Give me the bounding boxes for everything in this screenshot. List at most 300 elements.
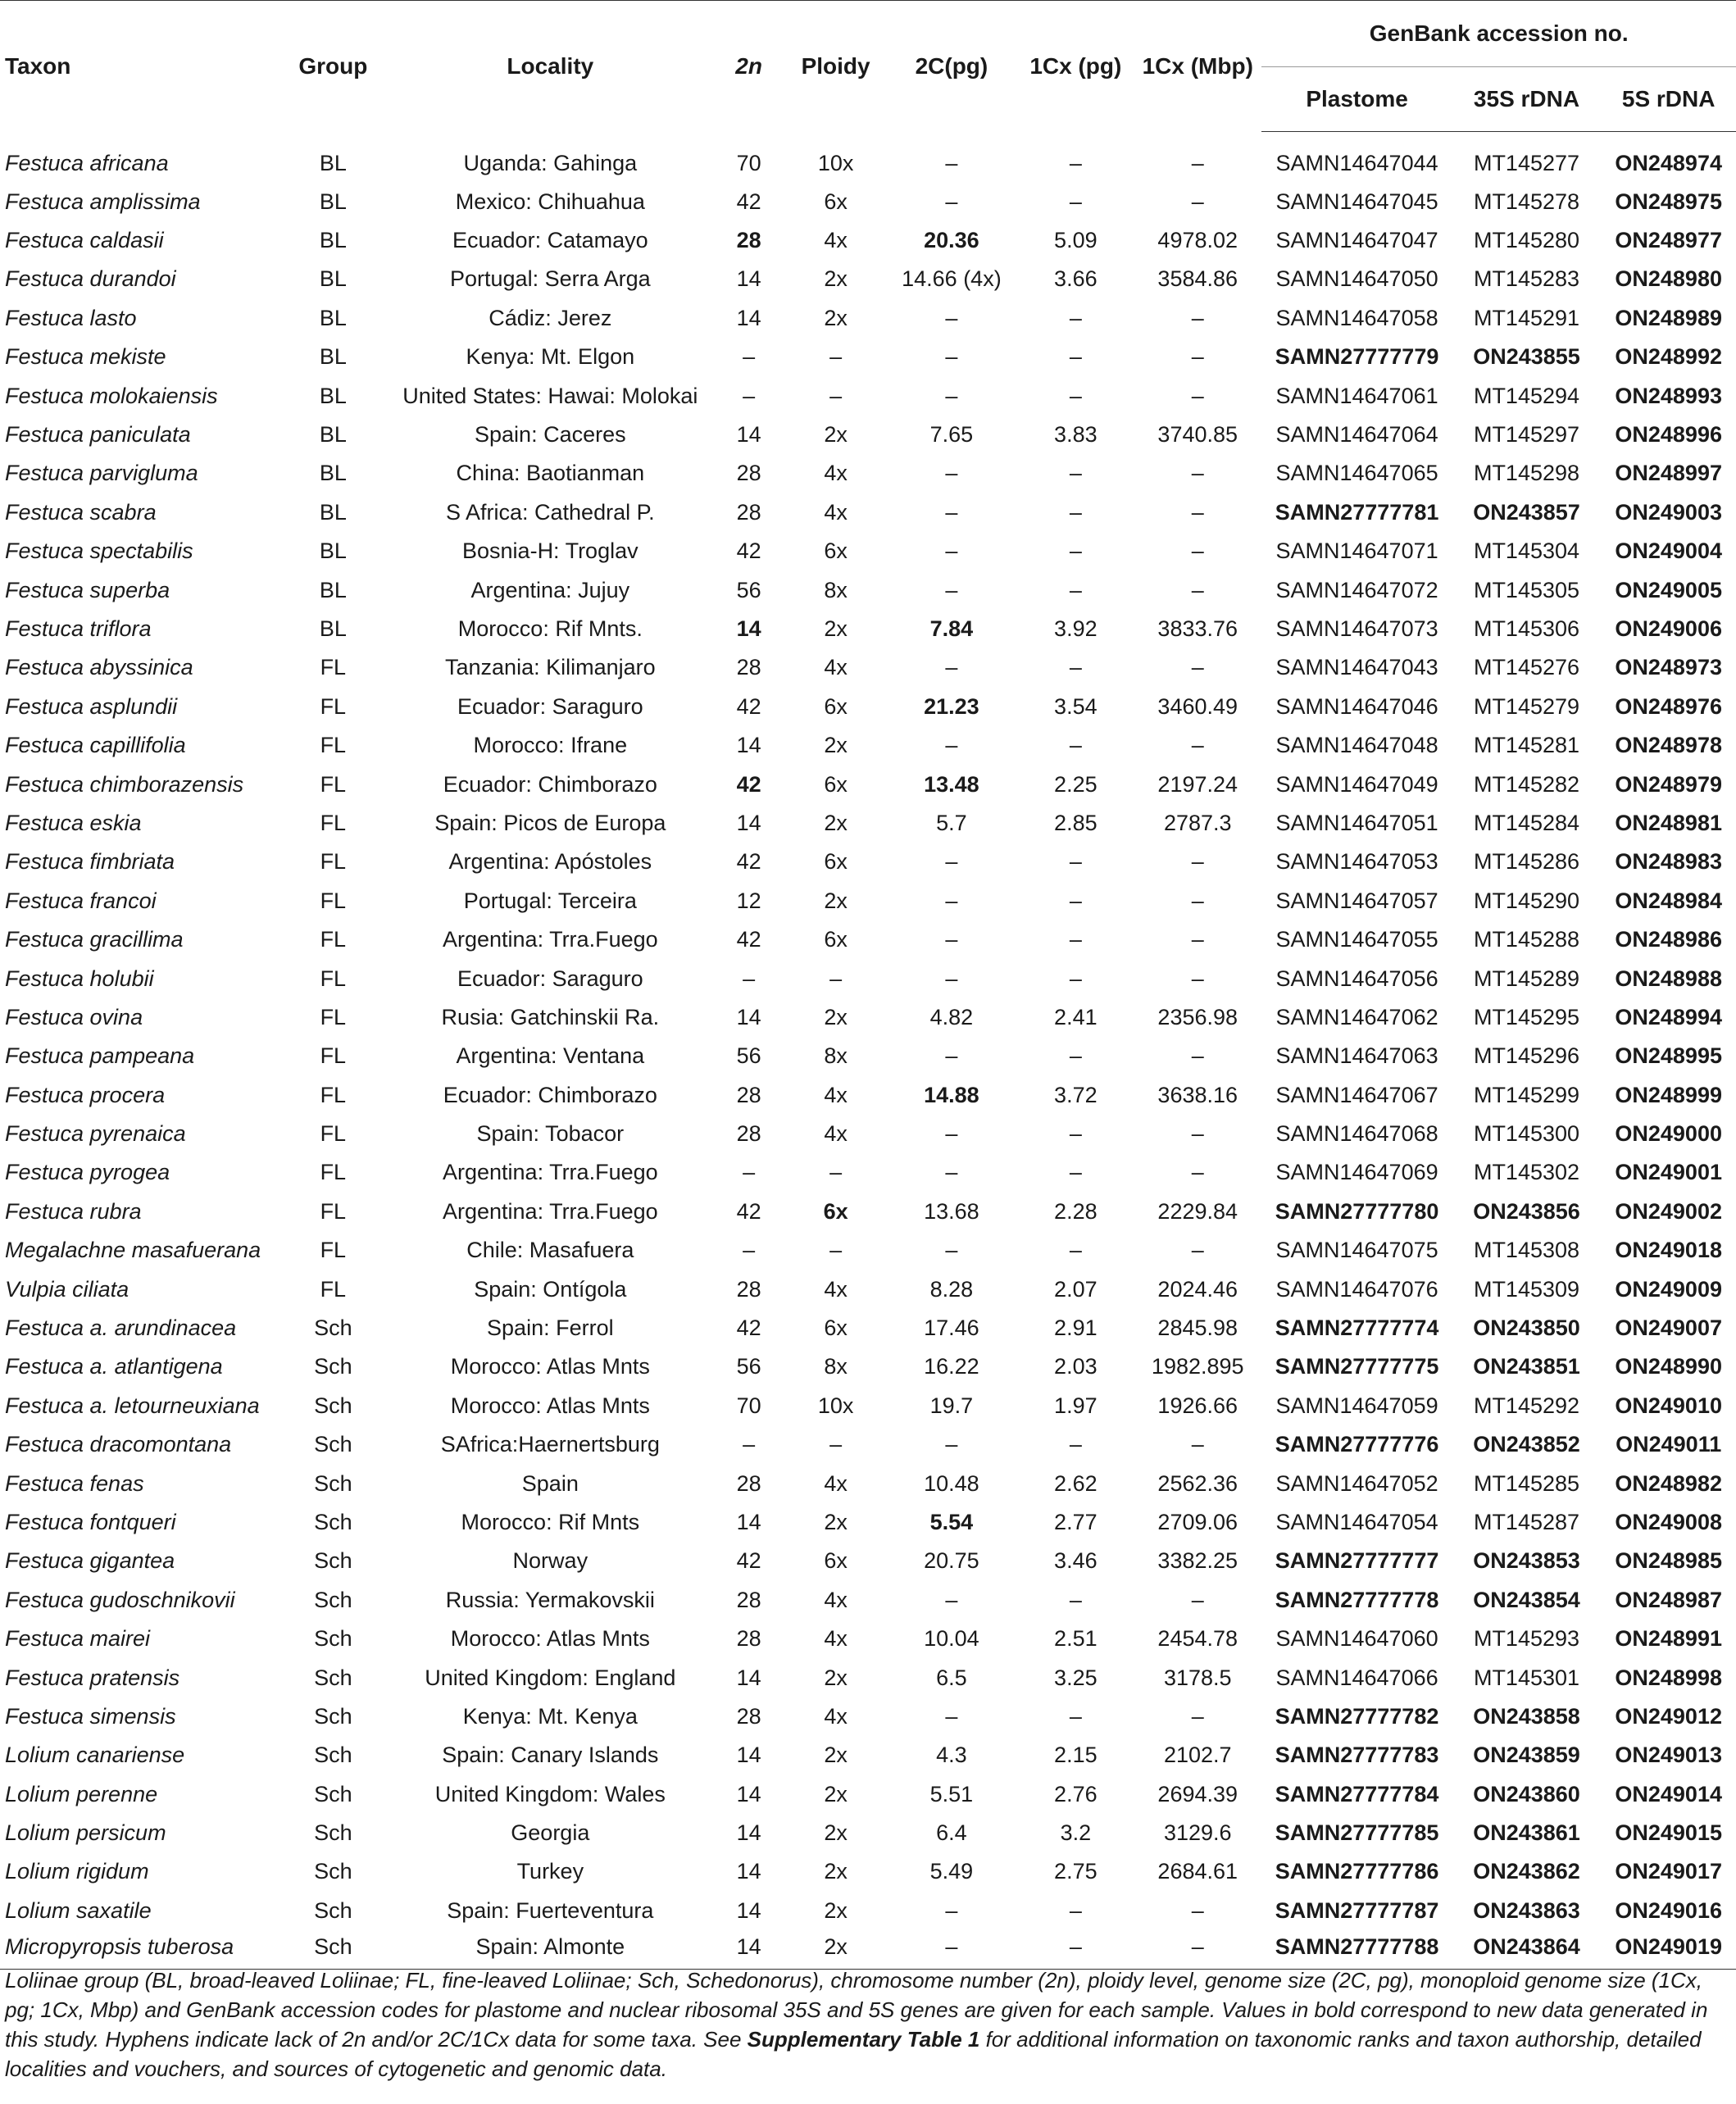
footnote-text-after: for additional information on taxonomic ranks and taxon authorship, detailed localities and vouchers, and sources of cytogenetic and genomic data. <box>5 2027 1702 2081</box>
cell-plastome: SAMN14647058 <box>1275 305 1438 330</box>
cell-taxon: Festuca triflora <box>5 616 152 641</box>
cell-35s-rdna: ON243857 <box>1473 499 1580 525</box>
cell-5s-rdna: ON248983 <box>1615 849 1722 875</box>
cell-2c-pg: – <box>945 151 958 175</box>
cell-1cx-mbp: 3460.49 <box>1157 693 1238 719</box>
header-genbank: GenBank accession no. <box>1261 1 1736 67</box>
cell-locality: Uganda: Gahinga <box>463 151 638 175</box>
cell-locality: Argentina: Jujuy <box>470 577 630 602</box>
cell-taxon: Festuca capillifolia <box>5 733 186 758</box>
cell-taxon: Festuca lasto <box>5 305 137 330</box>
header-locality: Locality <box>389 1 711 132</box>
cell-taxon: Lolium rigidum <box>5 1859 149 1884</box>
cell-1cx-pg: 3.25 <box>1054 1665 1097 1690</box>
cell-35s-rdna: MT145306 <box>1473 616 1580 641</box>
cell-35s-rdna: MT145288 <box>1473 927 1580 952</box>
cell-2n: 14 <box>736 1820 761 1846</box>
cell-1cx-mbp: 2356.98 <box>1157 1004 1238 1029</box>
cell-1cx-pg: – <box>1069 1587 1082 1612</box>
cell-taxon: Festuca eskia <box>5 810 142 835</box>
cell-taxon: Festuca parvigluma <box>5 461 198 486</box>
cell-35s-rdna: ON243860 <box>1473 1781 1580 1806</box>
cell-ploidy: 2x <box>824 1820 848 1846</box>
header-1cx-pg: 1Cx (pg) <box>1018 1 1134 132</box>
cell-plastome: SAMN27777776 <box>1275 1432 1439 1457</box>
cell-ploidy: – <box>829 966 843 991</box>
table-row <box>0 804 1736 843</box>
cell-35s-rdna: MT145301 <box>1473 1665 1580 1690</box>
header-2c-pg: 2C(pg) <box>885 1 1018 132</box>
cell-group: Sch <box>314 1509 352 1534</box>
table-row <box>0 1075 1736 1114</box>
cell-1cx-mbp: – <box>1191 1121 1204 1147</box>
cell-35s-rdna: ON243851 <box>1473 1354 1580 1379</box>
cell-35s-rdna: MT145294 <box>1473 383 1580 408</box>
table-row <box>0 1620 1736 1658</box>
cell-taxon: Festuca abyssinica <box>5 655 193 680</box>
table-row <box>0 648 1736 687</box>
cell-2n: – <box>743 383 756 408</box>
cell-35s-rdna: ON243858 <box>1473 1703 1580 1729</box>
cell-35s-rdna: MT145283 <box>1473 266 1580 292</box>
cell-2c-pg: – <box>945 1160 958 1185</box>
cell-35s-rdna: MT145304 <box>1473 538 1580 564</box>
cell-taxon: Festuca fenas <box>5 1470 144 1496</box>
cell-taxon: Festuca mairei <box>5 1626 151 1652</box>
cell-group: BL <box>319 266 347 292</box>
cell-2n: 14 <box>736 616 761 641</box>
cell-5s-rdna: ON248982 <box>1615 1470 1722 1496</box>
cell-group: FL <box>320 1276 347 1302</box>
cell-group: Sch <box>314 1393 352 1418</box>
cell-plastome: SAMN14647059 <box>1275 1393 1438 1418</box>
cell-1cx-mbp: – <box>1191 655 1204 680</box>
cell-1cx-mbp: – <box>1191 344 1204 370</box>
cell-plastome: SAMN14647076 <box>1275 1276 1438 1302</box>
cell-1cx-mbp: – <box>1191 966 1204 991</box>
cell-taxon: Lolium persicum <box>5 1820 166 1846</box>
cell-1cx-pg: 2.07 <box>1054 1276 1097 1302</box>
cell-1cx-pg: 3.66 <box>1054 266 1097 292</box>
cell-taxon: Festuca a. atlantigena <box>5 1354 223 1379</box>
cell-2n: 28 <box>736 1121 761 1147</box>
cell-taxon: Megalachne masafuerana <box>5 1238 261 1263</box>
cell-2c-pg: – <box>945 1587 958 1612</box>
cell-plastome: SAMN27777786 <box>1275 1859 1439 1884</box>
table-row <box>0 338 1736 376</box>
header-2n: 2n <box>711 1 786 132</box>
header-plastome: Plastome <box>1261 67 1452 132</box>
cell-ploidy: 6x <box>824 189 848 214</box>
cell-1cx-mbp: – <box>1191 538 1204 564</box>
table-row <box>0 610 1736 648</box>
cell-taxon: Festuca molokaiensis <box>5 383 218 408</box>
cell-2c-pg: 8.28 <box>929 1276 974 1302</box>
cell-2n: 14 <box>736 1781 761 1806</box>
cell-ploidy: 2x <box>824 1859 848 1884</box>
cell-taxon: Festuca superba <box>5 577 170 602</box>
cell-2n: 42 <box>736 693 761 719</box>
supplementary-table-link[interactable]: Supplementary Table 1 <box>747 2027 980 2052</box>
cell-2n: 28 <box>736 499 761 525</box>
cell-group: FL <box>320 693 347 719</box>
cell-35s-rdna: MT145287 <box>1473 1509 1580 1534</box>
cell-1cx-mbp: – <box>1191 1238 1204 1263</box>
cell-ploidy: 4x <box>824 228 848 253</box>
table-row <box>0 959 1736 997</box>
cell-2c-pg: 5.51 <box>929 1781 974 1806</box>
cell-5s-rdna: ON248975 <box>1615 189 1722 214</box>
cell-group: Sch <box>314 1432 352 1457</box>
cell-group: Sch <box>314 1354 352 1379</box>
cell-taxon: Festuca durandoi <box>5 266 176 292</box>
cell-35s-rdna: ON243854 <box>1473 1587 1580 1612</box>
cell-2c-pg: 4.3 <box>936 1743 967 1768</box>
cell-1cx-mbp: 2102.7 <box>1163 1743 1232 1768</box>
cell-1cx-mbp: 3178.5 <box>1163 1665 1232 1690</box>
cell-1cx-pg: 2.62 <box>1054 1470 1097 1496</box>
cell-35s-rdna: MT145282 <box>1473 771 1580 797</box>
cell-2n: – <box>743 1432 756 1457</box>
cell-taxon: Festuca pyrenaica <box>5 1121 186 1147</box>
cell-2n: 42 <box>736 1316 761 1341</box>
cell-group: Sch <box>314 1665 352 1690</box>
cell-5s-rdna: ON249014 <box>1615 1781 1722 1806</box>
cell-2c-pg: – <box>945 888 958 913</box>
cell-5s-rdna: ON248988 <box>1615 966 1722 991</box>
cell-5s-rdna: ON249012 <box>1615 1703 1722 1729</box>
cell-1cx-pg: – <box>1069 538 1082 564</box>
cell-locality: United States: Hawai: Molokai <box>402 383 698 408</box>
cell-ploidy: 2x <box>824 810 848 835</box>
cell-locality: United Kingdom: Wales <box>434 1781 666 1806</box>
cell-2c-pg: – <box>945 383 958 408</box>
cell-1cx-mbp: – <box>1191 888 1204 913</box>
cell-plastome: SAMN27777788 <box>1261 1930 1452 1969</box>
cell-1cx-mbp: 3584.86 <box>1157 266 1238 292</box>
cell-5s-rdna: ON248989 <box>1615 305 1722 330</box>
cell-locality: Cádiz: Jerez <box>489 305 612 330</box>
cell-ploidy: 6x <box>824 927 848 952</box>
cell-5s-rdna: ON249018 <box>1615 1238 1722 1263</box>
table-row <box>0 1736 1736 1775</box>
cell-1cx-pg: – <box>1069 189 1082 214</box>
cell-1cx-pg: – <box>1069 1432 1082 1457</box>
cell-2n: 42 <box>736 771 761 797</box>
cell-5s-rdna: ON248977 <box>1615 228 1722 253</box>
cell-group: Sch <box>314 1587 352 1612</box>
cell-group: BL <box>319 499 347 525</box>
cell-35s-rdna: MT145308 <box>1473 1238 1580 1263</box>
cell-ploidy: 2x <box>824 1897 848 1923</box>
cell-plastome: SAMN14647054 <box>1275 1509 1438 1534</box>
cell-2n: 28 <box>736 1703 761 1729</box>
cell-plastome: SAMN14647072 <box>1275 577 1438 602</box>
cell-locality: Kenya: Mt. Elgon <box>466 344 635 370</box>
cell-1cx-pg: 2.41 <box>1054 1004 1097 1029</box>
cell-1cx-mbp: 4978.02 <box>1157 228 1238 253</box>
cell-locality: Ecuador: Saraguro <box>457 966 643 991</box>
cell-2c-pg: 13.68 <box>924 1198 979 1224</box>
table-row <box>0 1775 1736 1814</box>
cell-taxon: Festuca procera <box>5 1082 166 1107</box>
cell-group: FL <box>320 771 347 797</box>
cell-group: Sch <box>314 1859 352 1884</box>
cell-group: BL <box>319 344 347 370</box>
footnote-text-before: Loliinae group (BL, broad-leaved Loliinae; FL, fine-leaved Loliinae; Sch, Schedonorus), chromosome number (2n), ploidy level, genome size (2C, pg), monoploid genome size (1Cx, pg; 1Cx, Mbp) and GenBank accession codes for plastome and nuclear ribosomal 35S and 5S genes are given for each sample. Values in bold correspond to new data generated in this study. Hyphens indicate lack of 2n and/or 2C/1Cx data for some taxa. See <box>5 1968 1708 2052</box>
cell-taxon: Festuca caldasii <box>5 228 164 253</box>
cell-2c-pg: 16.22 <box>924 1354 979 1379</box>
cell-2c-pg: – <box>945 344 958 370</box>
cell-plastome: SAMN14647050 <box>1275 266 1438 292</box>
cell-2c-pg: – <box>945 461 958 486</box>
cell-group: FL <box>320 1043 347 1069</box>
cell-35s-rdna: MT145293 <box>1473 1626 1580 1652</box>
cell-locality: Mexico: Chihuahua <box>455 189 645 214</box>
cell-plastome: SAMN14647047 <box>1275 228 1438 253</box>
cell-35s-rdna: MT145279 <box>1473 693 1580 719</box>
cell-ploidy: 6x <box>824 538 848 564</box>
cell-1cx-mbp: – <box>1191 1587 1204 1612</box>
cell-locality: Ecuador: Catamayo <box>452 228 648 253</box>
cell-2n: – <box>743 344 756 370</box>
cell-plastome: SAMN27777787 <box>1275 1897 1439 1923</box>
cell-1cx-mbp: – <box>1191 383 1204 408</box>
cell-plastome: SAMN14647071 <box>1275 538 1438 564</box>
cell-35s-rdna: MT145298 <box>1473 461 1580 486</box>
cell-taxon: Festuca pampeana <box>5 1043 195 1069</box>
cell-2c-pg: 4.82 <box>929 1004 974 1029</box>
cell-plastome: SAMN14647045 <box>1275 189 1438 214</box>
cell-1cx-mbp: – <box>1191 1432 1204 1457</box>
table-row <box>0 570 1736 609</box>
cell-locality: Tanzania: Kilimanjaro <box>445 655 656 680</box>
cell-group: BL <box>319 305 347 330</box>
cell-group: Sch <box>314 1781 352 1806</box>
cell-2c-pg: 19.7 <box>929 1393 974 1418</box>
cell-ploidy: 2x <box>824 266 848 292</box>
cell-1cx-mbp: 3382.25 <box>1157 1548 1238 1574</box>
cell-2c-pg: – <box>945 849 958 875</box>
cell-2c-pg: – <box>945 1121 958 1147</box>
cell-1cx-mbp: 2845.98 <box>1157 1316 1238 1341</box>
cell-locality: Morocco: Ifrane <box>473 733 628 758</box>
cell-ploidy: 2x <box>824 616 848 641</box>
cell-plastome: SAMN14647066 <box>1275 1665 1438 1690</box>
cell-1cx-mbp: 3833.76 <box>1157 616 1238 641</box>
table-body <box>0 132 1736 1970</box>
cell-1cx-mbp: 1982.895 <box>1151 1354 1244 1379</box>
cell-plastome: SAMN27777775 <box>1275 1354 1439 1379</box>
header-group: Group <box>277 1 389 132</box>
cell-5s-rdna: ON248979 <box>1615 771 1722 797</box>
cell-ploidy: 6x <box>824 693 848 719</box>
cell-locality: Spain: Fuerteventura <box>447 1897 654 1923</box>
cell-2c-pg: 6.4 <box>936 1820 967 1846</box>
cell-35s-rdna: ON243850 <box>1473 1316 1580 1341</box>
cell-group: Sch <box>314 1743 352 1768</box>
table-row <box>0 493 1736 532</box>
table-row <box>0 1231 1736 1270</box>
cell-group: FL <box>320 1004 347 1029</box>
cell-2n: 56 <box>736 1354 761 1379</box>
cell-plastome: SAMN14647055 <box>1275 927 1438 952</box>
cell-plastome: SAMN27777782 <box>1275 1703 1439 1729</box>
cell-2n: 14 <box>736 733 761 758</box>
cell-2c-pg: 6.5 <box>936 1665 967 1690</box>
cell-ploidy: 2x <box>824 305 848 330</box>
cell-2c-pg: – <box>945 1897 958 1923</box>
cell-group: FL <box>320 733 347 758</box>
cell-locality: Morocco: Atlas Mnts <box>450 1626 650 1652</box>
cell-2n: 14 <box>711 1930 786 1969</box>
cell-1cx-mbp: – <box>1191 1703 1204 1729</box>
cell-35s-rdna: MT145281 <box>1473 733 1580 758</box>
cell-5s-rdna: ON248999 <box>1615 1082 1722 1107</box>
cell-locality: Turkey <box>516 1859 584 1884</box>
cell-35s-rdna: MT145296 <box>1473 1043 1580 1069</box>
cell-plastome: SAMN14647053 <box>1275 849 1438 875</box>
header-1cx-mbp: 1Cx (Mbp) <box>1134 1 1261 132</box>
cell-locality: Morocco: Rif Mnts. <box>457 616 643 641</box>
cell-plastome: SAMN14647075 <box>1275 1238 1438 1263</box>
cell-2c-pg: – <box>945 305 958 330</box>
cell-1cx-pg: – <box>1069 1238 1082 1263</box>
cell-ploidy: 2x <box>824 888 848 913</box>
cell-ploidy: 8x <box>824 1043 848 1069</box>
cell-ploidy: 2x <box>824 733 848 758</box>
cell-1cx-mbp: 3638.16 <box>1157 1082 1238 1107</box>
cell-2n: – <box>743 1160 756 1185</box>
table-footnote <box>5 1965 1731 2084</box>
cell-plastome: SAMN27777784 <box>1275 1781 1439 1806</box>
cell-plastome: SAMN14647044 <box>1275 151 1438 176</box>
cell-1cx-pg: 2.15 <box>1054 1743 1097 1768</box>
cell-1cx-pg: – <box>1069 344 1082 370</box>
cell-5s-rdna: ON248981 <box>1615 810 1722 835</box>
cell-1cx-pg: 3.46 <box>1054 1548 1097 1574</box>
cell-2n: 14 <box>736 266 761 292</box>
cell-locality: Morocco: Atlas Mnts <box>450 1393 650 1418</box>
cell-2c-pg: – <box>945 538 958 564</box>
cell-2n: 14 <box>736 1004 761 1029</box>
cell-group: Sch <box>314 1316 352 1341</box>
cell-2n: 14 <box>736 1859 761 1884</box>
cell-taxon: Festuca pratensis <box>5 1665 180 1690</box>
table-row <box>0 1387 1736 1425</box>
cell-5s-rdna: ON248973 <box>1615 655 1722 680</box>
cell-locality: Georgia <box>511 1820 590 1846</box>
cell-35s-rdna: ON243863 <box>1473 1897 1580 1923</box>
cell-locality: Spain: Ontígola <box>474 1276 627 1302</box>
cell-locality: Portugal: Serra Arga <box>450 266 651 292</box>
cell-35s-rdna: MT145297 <box>1473 422 1580 448</box>
cell-locality: SAfrica:Haernertsburg <box>440 1432 660 1457</box>
table-row <box>0 1697 1736 1736</box>
cell-ploidy: 4x <box>824 1703 848 1729</box>
cell-35s-rdna: ON243852 <box>1473 1432 1580 1457</box>
cell-5s-rdna: ON248984 <box>1615 888 1722 913</box>
cell-35s-rdna: MT145309 <box>1473 1276 1580 1302</box>
cell-group: FL <box>320 1082 347 1107</box>
cell-5s-rdna: ON249005 <box>1615 577 1722 602</box>
cell-5s-rdna: ON248976 <box>1615 693 1722 719</box>
cell-1cx-pg: 2.76 <box>1054 1781 1097 1806</box>
cell-taxon: Festuca rubra <box>5 1198 142 1224</box>
cell-5s-rdna: ON249008 <box>1615 1509 1722 1534</box>
cell-1cx-pg: – <box>1069 966 1082 991</box>
cell-1cx-pg: 2.25 <box>1054 771 1097 797</box>
cell-2n: 14 <box>736 422 761 448</box>
cell-5s-rdna: ON249006 <box>1615 616 1722 641</box>
cell-group: Sch <box>314 1703 352 1729</box>
cell-1cx-pg: 5.09 <box>1054 228 1097 253</box>
cell-ploidy: 2x <box>824 1509 848 1534</box>
cell-locality: Spain: Ferrol <box>487 1316 614 1341</box>
cell-locality: Kenya: Mt. Kenya <box>462 1703 638 1729</box>
cell-group: BL <box>319 577 347 602</box>
cell-1cx-pg: 2.51 <box>1054 1626 1097 1652</box>
cell-1cx-mbp: – <box>1191 461 1204 486</box>
cell-locality: Morocco: Atlas Mnts <box>450 1354 650 1379</box>
cell-1cx-pg: – <box>1069 1043 1082 1069</box>
cell-locality: Russia: Yermakovskii <box>445 1587 655 1612</box>
cell-2n: 42 <box>736 927 761 952</box>
cell-group: BL <box>319 461 347 486</box>
table-row <box>0 1892 1736 1930</box>
cell-35s-rdna: MT145278 <box>1473 189 1580 214</box>
cell-2n: – <box>743 966 756 991</box>
table-row <box>0 1115 1736 1153</box>
table-row <box>0 882 1736 920</box>
cell-35s-rdna: MT145277 <box>1473 151 1580 176</box>
cell-2n: 56 <box>736 577 761 602</box>
table-row <box>0 1309 1736 1347</box>
cell-1cx-pg: – <box>1069 151 1082 175</box>
cell-5s-rdna: ON249016 <box>1615 1897 1722 1923</box>
cell-taxon: Festuca spectabilis <box>5 538 193 564</box>
cell-group: BL <box>319 616 347 641</box>
cell-35s-rdna: MT145295 <box>1473 1004 1580 1029</box>
cell-2n: 42 <box>736 538 761 564</box>
cell-5s-rdna: ON249009 <box>1615 1276 1722 1302</box>
cell-1cx-pg: 2.85 <box>1054 810 1097 835</box>
cell-35s-rdna: MT145291 <box>1473 305 1580 330</box>
cell-taxon: Festuca fontqueri <box>5 1509 176 1534</box>
cell-group: Sch <box>314 1820 352 1846</box>
cell-5s-rdna: ON249007 <box>1615 1316 1722 1341</box>
cell-5s-rdna: ON248991 <box>1615 1626 1722 1652</box>
table-row <box>0 416 1736 454</box>
cell-taxon: Festuca gracillima <box>5 927 184 952</box>
cell-1cx-pg: – <box>1018 1930 1134 1969</box>
cell-locality: Spain: Caceres <box>475 422 626 448</box>
cell-plastome: SAMN14647052 <box>1275 1470 1438 1496</box>
table-row <box>0 1503 1736 1542</box>
cell-2n: 42 <box>736 849 761 875</box>
header-row-main <box>0 1 1736 67</box>
cell-locality: Ecuador: Chimborazo <box>443 771 657 797</box>
cell-35s-rdna: ON243853 <box>1473 1548 1580 1574</box>
cell-1cx-mbp: 2562.36 <box>1157 1470 1238 1496</box>
cell-locality: Argentina: Ventana <box>456 1043 645 1069</box>
cell-locality: Rusia: Gatchinskii Ra. <box>441 1004 660 1029</box>
cell-taxon: Festuca scabra <box>5 499 157 525</box>
cell-5s-rdna: ON248994 <box>1615 1004 1722 1029</box>
table-row <box>0 1542 1736 1580</box>
table-row <box>0 299 1736 338</box>
table-row <box>0 1581 1736 1620</box>
